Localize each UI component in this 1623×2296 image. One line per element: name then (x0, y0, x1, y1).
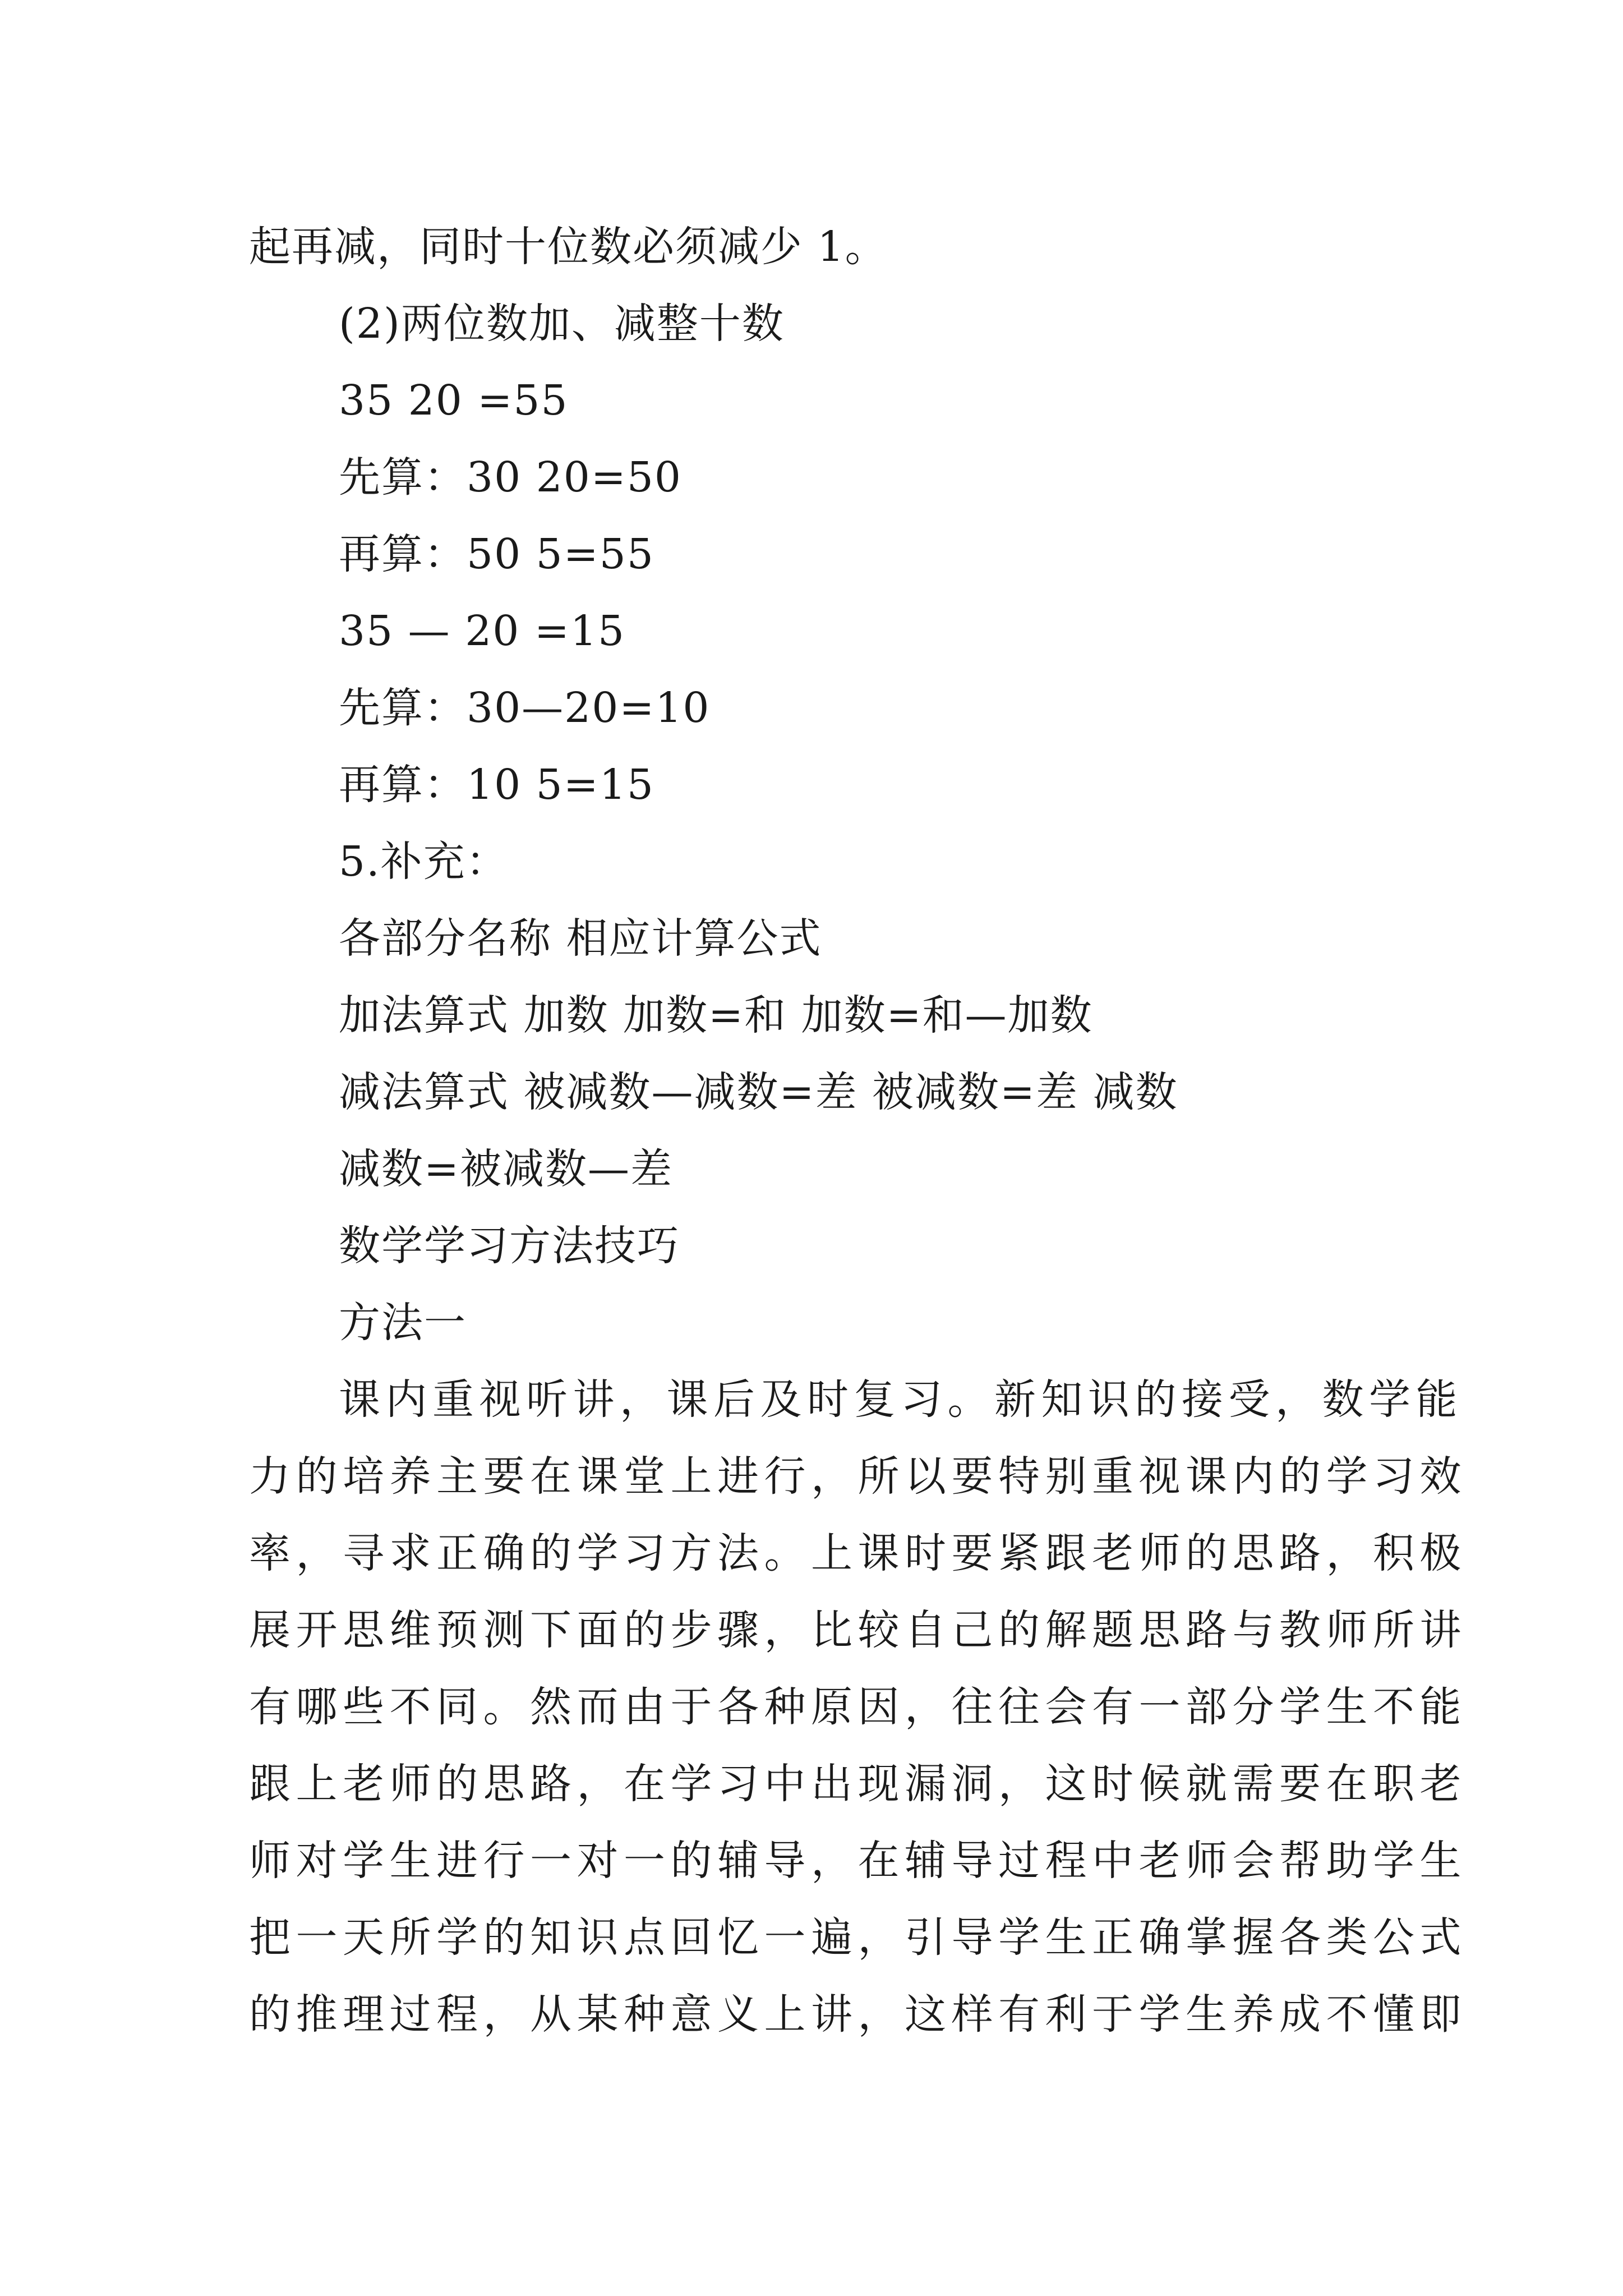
paragraph-line: 师对学生进行一对一的辅导，在辅导过程中老师会帮助学生 (249, 1837, 1467, 1885)
subtrahend-formula-line: 减数=被减数—差 (339, 1145, 674, 1193)
method-heading: 方法一 (339, 1299, 467, 1347)
paragraph-line: 率，寻求正确的学习方法。上课时要紧跟老师的思路，积极 (249, 1529, 1467, 1577)
step-then-addition: 再算：50 5=55 (339, 530, 654, 578)
step-first-addition: 先算：30 20=50 (339, 453, 683, 501)
addition-formula-line: 加法算式 加数 加数=和 加数=和—加数 (339, 991, 1093, 1039)
step-first-subtraction: 先算：30—20=10 (339, 684, 711, 732)
paragraph-line: 有哪些不同。然而由于各种原因，往往会有一部分学生不能 (249, 1683, 1467, 1731)
paragraph-line: 力的培养主要在课堂上进行，所以要特别重视课内的学习效 (249, 1452, 1467, 1501)
example-subtraction: 35 — 20 =15 (339, 607, 626, 655)
step-then-subtraction: 再算：10 5=15 (339, 761, 654, 809)
paragraph-line: 把一天所学的知识点回忆一遍，引导学生正确掌握各类公式 (249, 1913, 1467, 1962)
document-body (249, 209, 1467, 2053)
section-heading-study-tips: 数学学习方法技巧 (339, 1222, 680, 1270)
paragraph-line: 跟上老师的思路，在学习中出现漏洞，这时候就需要在职老 (249, 1760, 1467, 1808)
subtraction-formula-line: 减法算式 被减数—减数=差 被减数=差 减数 (339, 1068, 1178, 1116)
section-heading-two-digit: (2)两位数加、减整十数 (339, 300, 785, 348)
paragraph-line: 的推理过程，从某种意义上讲，这样有利于学生养成不懂即 (249, 1990, 1467, 2039)
section-heading-supplement: 5.补充： (339, 838, 509, 886)
text-line-continuation: 起再减，同时十位数必须减少 1。 (249, 223, 888, 271)
paragraph-line: 展开思维预测下面的步骤，比较自己的解题思路与教师所讲 (249, 1606, 1467, 1654)
example-addition: 35 20 =55 (339, 376, 569, 425)
paragraph-line: 课内重视听讲，课后及时复习。新知识的接受，数学能 (339, 1375, 1463, 1424)
method-paragraph (249, 1361, 1467, 2053)
table-header-line: 各部分名称 相应计算公式 (339, 914, 822, 963)
